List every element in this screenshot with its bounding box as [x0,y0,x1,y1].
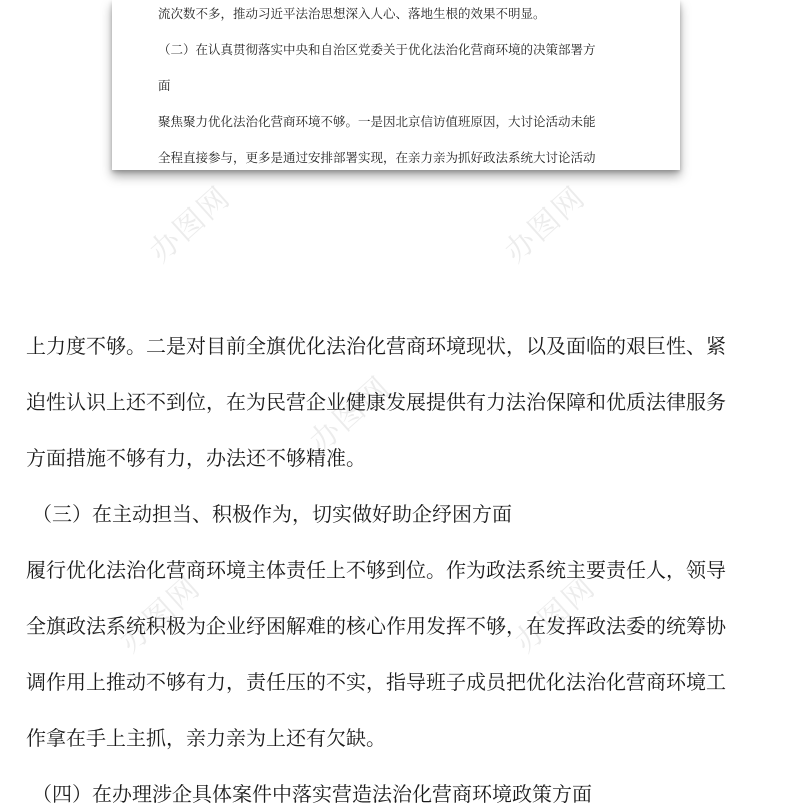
section-heading-3: （三）在主动担当、积极作为，切实做好助企纾困方面 [32,502,512,526]
watermark: 办图网 [112,569,208,660]
body-line-2: 迫性认识上还不到位，在为民营企业健康发展提供有力法治保障和优质法律服务 [26,390,726,414]
body-line-5: 全旗政法系统积极为企业纾困解难的核心作用发挥不够，在发挥政法委的统筹协 [26,614,726,638]
preview-line-5: 全程直接参与，更多是通过安排部署实现，在亲力亲为抓好政法系统大讨论活动 [158,150,596,165]
body-line-3: 方面措施不够有力，办法还不够精准。 [26,446,366,470]
body-line-7: 作拿在手上主抓，亲力亲为上还有欠缺。 [26,726,386,750]
watermark: 办图网 [497,179,593,270]
body-line-1: 上力度不够。二是对目前全旗优化法治化营商环境现状，以及面临的艰巨性、紧 [26,334,726,358]
body-line-4: 履行优化法治化营商环境主体责任上不够到位。作为政法系统主要责任人，领导 [26,558,726,582]
watermark: 办图网 [507,569,603,660]
document-preview-card [112,0,680,170]
watermark: 办图网 [302,369,398,460]
preview-line-2: （二）在认真贯彻落实中央和自治区党委关于优化法治化营商环境的决策部署方 [158,42,596,57]
section-heading-4: （四）在办理涉企具体案件中落实营造法治化营商环境政策方面 [32,782,592,806]
preview-line-3: 面 [158,78,171,93]
preview-line-4: 聚焦聚力优化法治化营商环境不够。一是因北京信访值班原因，大讨论活动未能 [158,114,596,129]
preview-line-1: 流次数不多，推动习近平法治思想深入人心、落地生根的效果不明显。 [158,6,546,21]
watermark: 办图网 [142,179,238,270]
body-line-6: 调作用上推动不够有力，责任压的不实，指导班子成员把优化法治化营商环境工 [26,670,726,694]
